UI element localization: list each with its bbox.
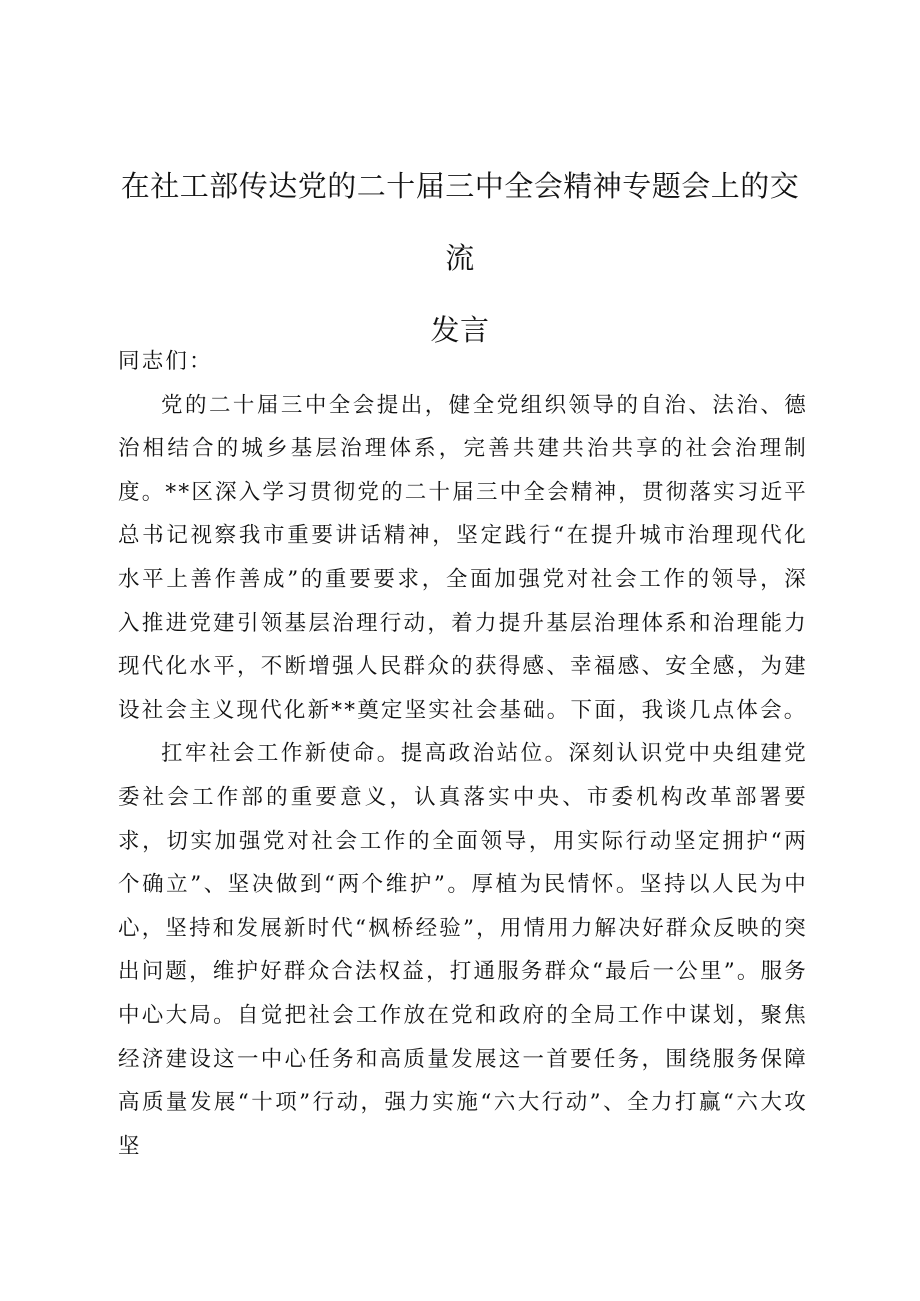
document-title: [110, 150, 810, 366]
title-line-2: 发言: [430, 313, 490, 347]
title-line-1: 在社工部传达党的二十届三中全会精神专题会上的交流: [120, 169, 800, 275]
salutation: 同志们：: [118, 349, 213, 374]
paragraph-1: 党的二十届三中全会提出，健全党组织领导的自治、法治、德治相结合的城乡基层治理体系，完善共建共治共享的社会治理制度。**区深入学习贯彻党的二十届三中全会精神，贯彻落实习近平总书记视察我市重要讲话精神，坚定践行“在提升城市治理现代化水平上善作善成”的重要要求，全面加强党对社会工作的领导，深入推进党建引领基层治理行动，着力提升基层治理体系和治理能力现代化水平，不断增强人民群众的获得感、幸福感、安全感，为建设社会主义现代化新**奠定坚实社会基础。下面，我谈几点体会。: [118, 392, 808, 723]
document-body: [118, 340, 808, 1168]
paragraph-2: 扛牢社会工作新使命。提高政治站位。深刻认识党中央组建党委社会工作部的重要意义，认真落实中央、市委机构改革部署要求，切实加强党对社会工作的全面领导，用实际行动坚定拥护“两个确立”、坚决做到“两个维护”。厚植为民情怀。坚持以人民为中心，坚持和发展新时代“枫桥经验”，用情用力解决好群众反映的突出问题，维护好群众合法权益，打通服务群众“最后一公里”。服务中心大局。自觉把社会工作放在党和政府的全局工作中谋划，聚焦经济建设这一中心任务和高质量发展这一首要任务，围绕服务保障高质量发展“十项”行动，强力实施“六大行动”、全力打赢“六大攻坚: [118, 741, 808, 1159]
